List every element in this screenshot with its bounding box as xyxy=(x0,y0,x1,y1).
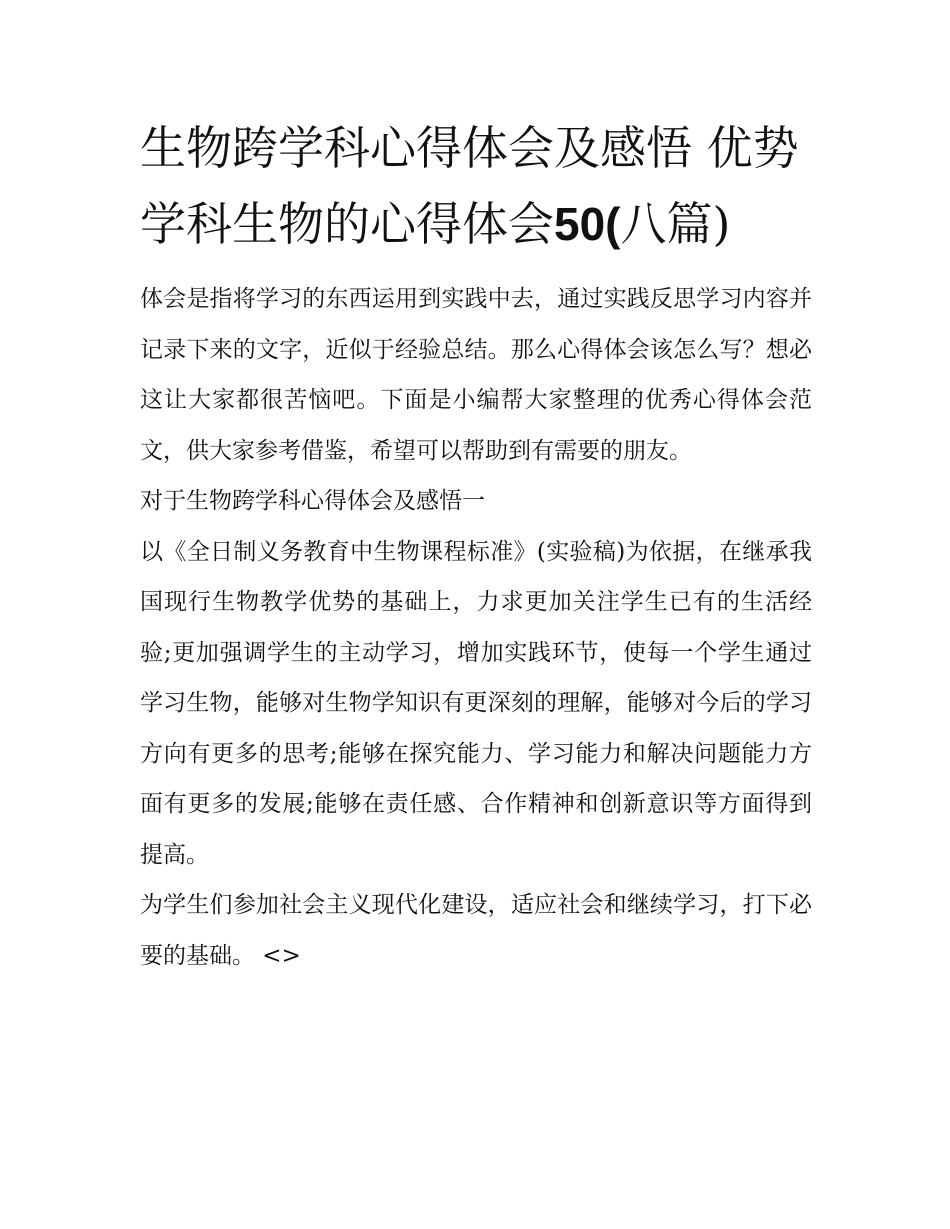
title-text-main: 生物跨学科心得体会及感悟 优势学科生物的心得体会 xyxy=(140,121,799,251)
document-body xyxy=(140,274,812,981)
body-paragraph: 以《全日制义务教育中生物课程标准》(实验稿)为依据，在继承我国现行生物教学优势的基础上，力求更加关注学生已有的生活经验;更加强调学生的主动学习，增加实践环节，使每一个学生通过学习生物，能够对生物学知识有更深刻的理解，能够对今后的学习方向有更多的思考;能够在探究能力、学习能力和解决问题能力方面有更多的发展;能够在责任感、合作精神和创新意识等方面得到提高。 xyxy=(140,538,812,868)
document-title xyxy=(140,110,812,262)
intro-paragraph: 体会是指将学习的东西运用到实践中去，通过实践反思学习内容并记录下来的文字，近似于经验总结。那么心得体会该怎么写？想必这让大家都很苦恼吧。下面是小编帮大家整理的优秀心得体会范文，供大家参考借鉴，希望可以帮助到有需要的朋友。 xyxy=(140,286,812,464)
title-text-number: 50( xyxy=(554,198,621,250)
document-page xyxy=(140,110,812,981)
section-heading: 对于生物跨学科心得体会及感悟一 xyxy=(140,488,485,514)
title-text-end: 八篇) xyxy=(620,197,731,251)
closing-paragraph: 为学生们参加社会主义现代化建设，适应社会和继续学习，打下必要的基础。 <> xyxy=(140,892,812,969)
